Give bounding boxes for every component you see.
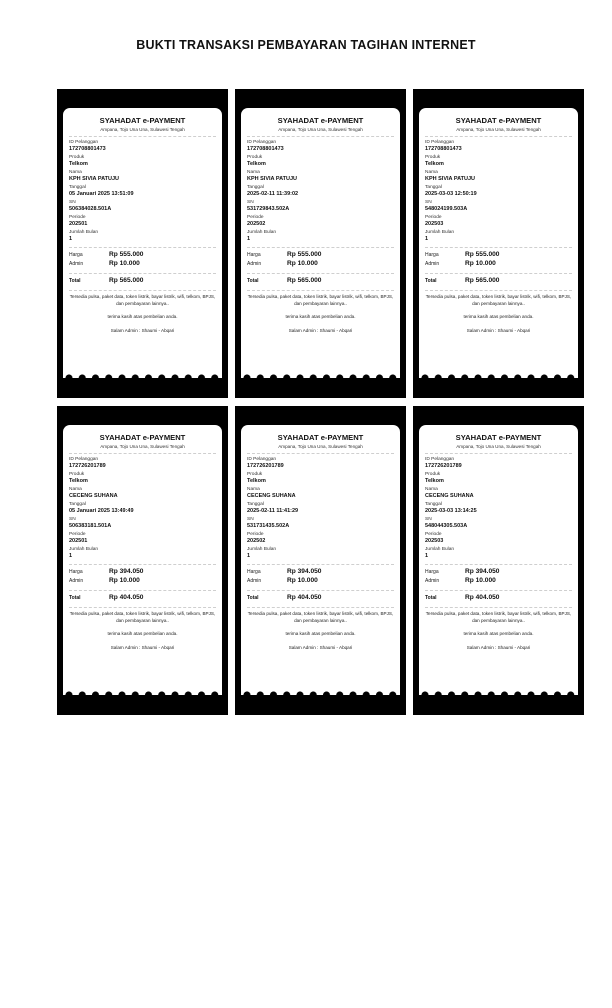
- sn-value: 531729843.502A: [247, 206, 290, 212]
- admin-label: Admin: [247, 261, 262, 267]
- total-label: Total: [69, 278, 81, 284]
- product-value: Telkom: [247, 478, 266, 484]
- name-label: Nama: [247, 170, 260, 175]
- date-value: 2025-03-03 12:50:19: [425, 191, 477, 197]
- receipt-brand: SYAHADAT e-PAYMENT: [277, 433, 364, 442]
- sn-value: 531731435.502A: [247, 523, 290, 529]
- name-value: CECENG SUHANA: [247, 493, 296, 499]
- promo-note: Tersedia pulsa, paket data, token listrik, bayar listrik, wifi, telkom, BPJS, dan pembayaran lainnya..: [247, 611, 394, 623]
- period-value: 202502: [247, 538, 266, 544]
- price-row: [425, 251, 572, 260]
- price-value: Rp 394.050: [287, 568, 322, 575]
- customer-id-label: ID Pelanggan: [69, 457, 99, 462]
- divider: [425, 590, 572, 591]
- divider: [425, 247, 572, 248]
- divider: [425, 290, 572, 291]
- price-label: Harga: [425, 252, 439, 258]
- months-label: Jumlah Bulan: [425, 547, 455, 552]
- period-value: 202502: [247, 221, 266, 227]
- receipt-address: Ampana, Tojo Una Una, Sulawesi Tengah: [278, 444, 363, 449]
- period-label: Periode: [69, 532, 86, 537]
- admin-value: Rp 10.000: [287, 577, 318, 584]
- product-label: Produk: [69, 472, 85, 477]
- receipt-brand: SYAHADAT e-PAYMENT: [455, 433, 542, 442]
- total-row: [69, 277, 216, 286]
- sn-value: 506383181.501A: [69, 523, 112, 529]
- divider: [247, 290, 394, 291]
- total-row: [69, 594, 216, 603]
- period-label: Periode: [425, 215, 442, 220]
- receipt-card: [413, 406, 584, 715]
- scalloped-edge: [63, 373, 222, 383]
- name-label: Nama: [247, 487, 260, 492]
- divider: [425, 453, 572, 454]
- product-value: Telkom: [425, 478, 444, 484]
- total-value: Rp 404.050: [287, 594, 322, 601]
- customer-id-value: 172726201789: [69, 463, 106, 469]
- price-label: Harga: [69, 569, 83, 575]
- months-label: Jumlah Bulan: [247, 230, 277, 235]
- date-value: 05 Januari 2025 13:49:49: [69, 508, 134, 514]
- scalloped-edge: [63, 690, 222, 700]
- divider: [247, 273, 394, 274]
- sn-label: SN: [247, 200, 254, 205]
- total-row: [247, 277, 394, 286]
- date-label: Tanggal: [425, 185, 442, 190]
- divider: [247, 564, 394, 565]
- admin-label: Admin: [69, 261, 84, 267]
- price-value: Rp 555.000: [465, 251, 500, 258]
- sn-label: SN: [69, 200, 76, 205]
- thanks-text: terima kasih atas pembelian anda.: [107, 630, 178, 636]
- admin-value: Rp 10.000: [465, 577, 496, 584]
- product-label: Produk: [247, 472, 263, 477]
- admin-label: Admin: [69, 578, 84, 584]
- admin-signature: Salam Admin : Shaumi - Abqari: [110, 644, 175, 650]
- admin-value: Rp 10.000: [109, 260, 140, 267]
- price-value: Rp 555.000: [287, 251, 322, 258]
- receipt-card: [235, 89, 406, 398]
- name-label: Nama: [425, 170, 438, 175]
- price-value: Rp 394.050: [109, 568, 144, 575]
- months-label: Jumlah Bulan: [69, 547, 99, 552]
- promo-note: Tersedia pulsa, paket data, token listrik, bayar listrik, wifi, telkom, BPJS, dan pembayaran lainnya..: [425, 611, 572, 623]
- divider: [425, 273, 572, 274]
- divider: [247, 607, 394, 608]
- name-value: KPH SIVIA PATUJU: [425, 176, 476, 182]
- receipt-card: [413, 89, 584, 398]
- sn-label: SN: [425, 200, 432, 205]
- product-label: Produk: [69, 155, 85, 160]
- customer-id-label: ID Pelanggan: [425, 140, 455, 145]
- admin-row: [247, 577, 394, 586]
- total-value: Rp 404.050: [109, 594, 144, 601]
- receipt-address: Ampana, Tojo Una Una, Sulawesi Tengah: [456, 127, 541, 132]
- receipt-address: Ampana, Tojo Una Una, Sulawesi Tengah: [100, 127, 185, 132]
- admin-signature: Salam Admin : Shaumi - Abqari: [288, 644, 353, 650]
- receipt-address: Ampana, Tojo Una Una, Sulawesi Tengah: [456, 444, 541, 449]
- product-label: Produk: [247, 155, 263, 160]
- period-label: Periode: [69, 215, 86, 220]
- divider: [69, 607, 216, 608]
- divider: [69, 136, 216, 137]
- date-label: Tanggal: [247, 185, 264, 190]
- total-value: Rp 565.000: [109, 277, 144, 284]
- scalloped-edge: [241, 373, 400, 383]
- admin-label: Admin: [425, 578, 440, 584]
- sn-label: SN: [425, 517, 432, 522]
- price-value: Rp 394.050: [465, 568, 500, 575]
- product-value: Telkom: [69, 478, 88, 484]
- divider: [69, 590, 216, 591]
- promo-note: Tersedia pulsa, paket data, token listrik, bayar listrik, wifi, telkom, BPJS, dan pembayaran lainnya..: [69, 611, 216, 623]
- divider: [247, 453, 394, 454]
- admin-row: [69, 577, 216, 586]
- receipt-paper: [241, 425, 400, 695]
- date-label: Tanggal: [69, 502, 86, 507]
- price-label: Harga: [247, 569, 261, 575]
- thanks-text: terima kasih atas pembelian anda.: [107, 313, 178, 319]
- total-row: [425, 594, 572, 603]
- price-row: [69, 251, 216, 260]
- months-value: 1: [247, 553, 251, 559]
- receipt-paper: [63, 425, 222, 695]
- total-label: Total: [425, 278, 437, 284]
- date-value: 05 Januari 2025 13:51:09: [69, 191, 134, 197]
- receipt-address: Ampana, Tojo Una Una, Sulawesi Tengah: [100, 444, 185, 449]
- receipt-paper: [419, 108, 578, 378]
- date-value: 2025-02-11 11:39:02: [247, 191, 299, 197]
- product-label: Produk: [425, 472, 441, 477]
- receipt-address: Ampana, Tojo Una Una, Sulawesi Tengah: [278, 127, 363, 132]
- months-value: 1: [425, 236, 429, 242]
- product-value: Telkom: [247, 161, 266, 167]
- admin-signature: Salam Admin : Shaumi - Abqari: [466, 644, 531, 650]
- date-value: 2025-02-11 11:41:29: [247, 508, 299, 514]
- price-label: Harga: [247, 252, 261, 258]
- customer-id-label: ID Pelanggan: [69, 140, 99, 145]
- period-value: 202503: [425, 538, 444, 544]
- period-value: 202503: [425, 221, 444, 227]
- admin-label: Admin: [425, 261, 440, 267]
- thanks-text: terima kasih atas pembelian anda.: [285, 313, 356, 319]
- customer-id-value: 172726201789: [247, 463, 284, 469]
- sn-label: SN: [69, 517, 76, 522]
- admin-signature: Salam Admin : Shaumi - Abqari: [288, 327, 353, 333]
- name-value: KPH SIVIA PATUJU: [247, 176, 298, 182]
- divider: [69, 273, 216, 274]
- thanks-text: terima kasih atas pembelian anda.: [285, 630, 356, 636]
- total-value: Rp 565.000: [287, 277, 322, 284]
- customer-id-label: ID Pelanggan: [247, 140, 277, 145]
- period-label: Periode: [425, 532, 442, 537]
- admin-row: [69, 260, 216, 269]
- divider: [69, 290, 216, 291]
- promo-note: Tersedia pulsa, paket data, token listrik, bayar listrik, wifi, telkom, BPJS, dan pembayaran lainnya..: [69, 294, 216, 306]
- date-value: 2025-03-03 13:14:25: [425, 508, 477, 514]
- admin-value: Rp 10.000: [287, 260, 318, 267]
- receipt-card: [235, 406, 406, 715]
- divider: [247, 247, 394, 248]
- price-row: [425, 568, 572, 577]
- date-label: Tanggal: [69, 185, 86, 190]
- name-value: KPH SIVIA PATUJU: [69, 176, 120, 182]
- divider: [69, 564, 216, 565]
- total-label: Total: [247, 595, 259, 601]
- sn-value: 548024199.503A: [425, 206, 468, 212]
- total-label: Total: [69, 595, 81, 601]
- period-label: Periode: [247, 215, 264, 220]
- price-row: [247, 568, 394, 577]
- months-value: 1: [425, 553, 429, 559]
- receipt-card: [57, 89, 228, 398]
- total-value: Rp 565.000: [465, 277, 500, 284]
- name-label: Nama: [69, 487, 82, 492]
- price-label: Harga: [425, 569, 439, 575]
- divider: [247, 590, 394, 591]
- receipt-paper: [419, 425, 578, 695]
- months-label: Jumlah Bulan: [247, 547, 277, 552]
- receipt-brand: SYAHADAT e-PAYMENT: [99, 433, 186, 442]
- customer-id-value: 172708801473: [69, 146, 106, 152]
- total-label: Total: [425, 595, 437, 601]
- admin-value: Rp 10.000: [465, 260, 496, 267]
- sn-value: 506384028.501A: [69, 206, 112, 212]
- price-row: [247, 251, 394, 260]
- receipt-brand: SYAHADAT e-PAYMENT: [277, 116, 364, 125]
- total-value: Rp 404.050: [465, 594, 500, 601]
- thanks-text: terima kasih atas pembelian anda.: [463, 313, 534, 319]
- sn-value: 548044305.503A: [425, 523, 468, 529]
- name-label: Nama: [425, 487, 438, 492]
- total-label: Total: [247, 278, 259, 284]
- receipt-card: [57, 406, 228, 715]
- total-row: [425, 277, 572, 286]
- scalloped-edge: [419, 690, 578, 700]
- customer-id-label: ID Pelanggan: [425, 457, 455, 462]
- divider: [69, 247, 216, 248]
- customer-id-value: 172708801473: [247, 146, 284, 152]
- months-label: Jumlah Bulan: [425, 230, 455, 235]
- price-label: Harga: [69, 252, 83, 258]
- name-label: Nama: [69, 170, 82, 175]
- admin-row: [247, 260, 394, 269]
- divider: [69, 453, 216, 454]
- promo-note: Tersedia pulsa, paket data, token listrik, bayar listrik, wifi, telkom, BPJS, dan pembayaran lainnya..: [425, 294, 572, 306]
- receipt-paper: [241, 108, 400, 378]
- divider: [425, 607, 572, 608]
- admin-row: [425, 260, 572, 269]
- months-label: Jumlah Bulan: [69, 230, 99, 235]
- admin-value: Rp 10.000: [109, 577, 140, 584]
- months-value: 1: [69, 236, 73, 242]
- admin-label: Admin: [247, 578, 262, 584]
- product-value: Telkom: [69, 161, 88, 167]
- customer-id-label: ID Pelanggan: [247, 457, 277, 462]
- scalloped-edge: [419, 373, 578, 383]
- sn-label: SN: [247, 517, 254, 522]
- date-label: Tanggal: [425, 502, 442, 507]
- period-label: Periode: [247, 532, 264, 537]
- period-value: 202501: [69, 221, 88, 227]
- name-value: CECENG SUHANA: [425, 493, 474, 499]
- customer-id-value: 172726201789: [425, 463, 462, 469]
- divider: [425, 564, 572, 565]
- product-value: Telkom: [425, 161, 444, 167]
- product-label: Produk: [425, 155, 441, 160]
- divider: [425, 136, 572, 137]
- name-value: CECENG SUHANA: [69, 493, 118, 499]
- thanks-text: terima kasih atas pembelian anda.: [463, 630, 534, 636]
- receipt-brand: SYAHADAT e-PAYMENT: [455, 116, 542, 125]
- admin-row: [425, 577, 572, 586]
- date-label: Tanggal: [247, 502, 264, 507]
- customer-id-value: 172708801473: [425, 146, 462, 152]
- total-row: [247, 594, 394, 603]
- period-value: 202501: [69, 538, 88, 544]
- divider: [247, 136, 394, 137]
- price-value: Rp 555.000: [109, 251, 144, 258]
- promo-note: Tersedia pulsa, paket data, token listrik, bayar listrik, wifi, telkom, BPJS, dan pembayaran lainnya..: [247, 294, 394, 306]
- months-value: 1: [69, 553, 73, 559]
- scalloped-edge: [241, 690, 400, 700]
- admin-signature: Salam Admin : Shaumi - Abqari: [110, 327, 175, 333]
- page-title: BUKTI TRANSAKSI PEMBAYARAN TAGIHAN INTERNET: [136, 38, 476, 52]
- receipt-paper: [63, 108, 222, 378]
- admin-signature: Salam Admin : Shaumi - Abqari: [466, 327, 531, 333]
- price-row: [69, 568, 216, 577]
- receipt-brand: SYAHADAT e-PAYMENT: [99, 116, 186, 125]
- months-value: 1: [247, 236, 251, 242]
